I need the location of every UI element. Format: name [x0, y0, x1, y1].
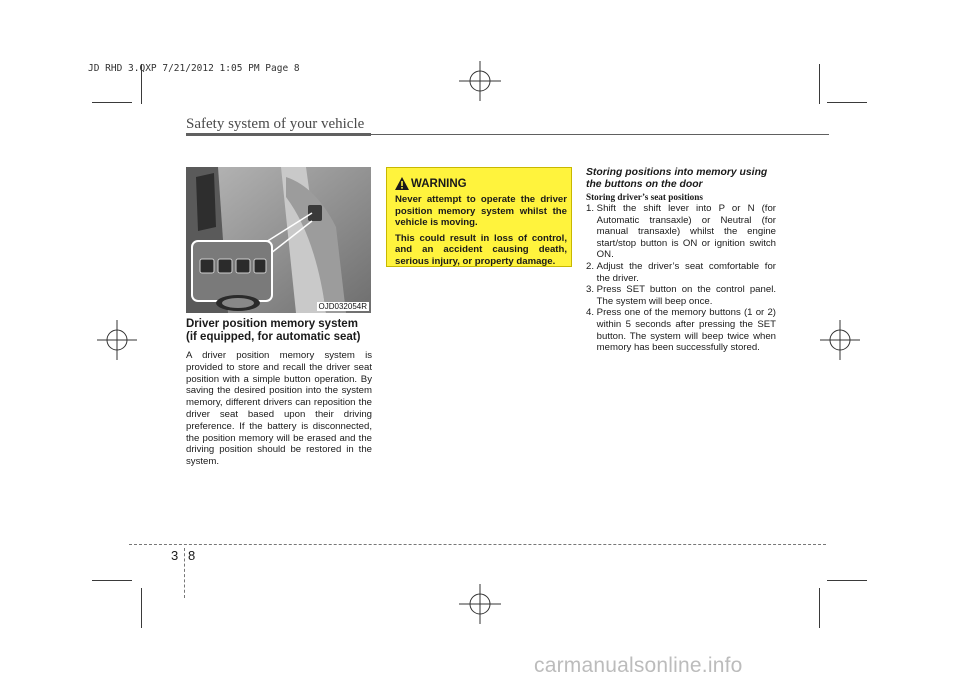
page-number: 8 — [188, 548, 196, 563]
crop-mark — [819, 64, 820, 104]
door-memory-buttons-photo — [186, 167, 371, 313]
registration-mark-left-icon — [95, 318, 139, 362]
section-heading — [186, 318, 376, 344]
step-number: 4. — [586, 307, 597, 319]
heading-line: Driver position memory system — [186, 318, 358, 330]
subheading: Storing positions into memory using the buttons on the door — [586, 167, 768, 190]
crop-mark — [92, 102, 132, 103]
step-text: Shift the shift lever into P or N (for Automatic transaxle) or Neutral (for manual transaxle) whilst the engine start/stop button is ON or ignition switch ON. — [596, 203, 776, 261]
watermark: carmanualsonline.info — [534, 654, 743, 677]
list-item — [586, 307, 776, 353]
list-item — [586, 261, 776, 284]
sub-subheading: Storing driver’s seat positions — [586, 192, 703, 202]
heading-line: (if equipped, for automatic seat) — [186, 331, 361, 343]
step-number: 3. — [586, 284, 597, 296]
warning-body — [395, 194, 567, 271]
body-paragraph: A driver position memory system is provided to store and recall the driver seat position with a simple button operation. By saving the desired position into the system memory, different drivers can reposition the driver seat based upon their driving preference. If the battery is disconnected, the position memory will be erased and the driving position should be restored in the system. — [186, 350, 372, 468]
registration-mark-right-icon — [818, 318, 862, 362]
crop-mark — [827, 580, 867, 581]
photo-code: OJD032054R — [318, 302, 367, 311]
crop-mark — [141, 588, 142, 628]
step-text: Press SET button on the control panel. The system will beep once. — [596, 284, 776, 307]
registration-mark-top-icon — [455, 59, 505, 103]
chapter-number: 3 — [171, 548, 179, 563]
warning-text: This could result in loss of control, and an accident causing death, serious injury, or property damage. — [395, 232, 567, 267]
header-rule — [186, 133, 371, 136]
door-panel-illustration — [186, 167, 371, 313]
registration-mark-bottom-icon — [455, 582, 505, 626]
footer-rule — [129, 544, 826, 545]
step-number: 1. — [586, 203, 597, 214]
step-number: 2. — [586, 260, 597, 272]
crop-mark — [92, 580, 132, 581]
section-title: Safety system of your vehicle — [186, 116, 365, 132]
step-text: Adjust the driver’s seat comfortable for the driver. — [596, 260, 776, 284]
crop-mark — [827, 102, 867, 103]
crop-mark — [819, 588, 820, 628]
warning-box — [386, 167, 572, 267]
footer-divider — [184, 548, 185, 598]
header-rule-thin — [371, 134, 829, 135]
list-item — [586, 284, 776, 307]
steps-list — [586, 203, 776, 354]
warning-text: Never attempt to operate the driver position memory system whilst the vehicle is moving. — [395, 194, 567, 228]
list-item — [586, 203, 776, 261]
step-text: Press one of the memory buttons (1 or 2) within 5 seconds after pressing the SET button. The system will beep twice when memory has been successfully stored. — [596, 307, 776, 354]
instructions-column — [586, 167, 776, 354]
warning-title: WARNING — [411, 178, 467, 190]
print-slug: JD RHD 3.QXP 7/21/2012 1:05 PM Page 8 — [88, 63, 300, 74]
warning-triangle-icon — [395, 177, 409, 190]
